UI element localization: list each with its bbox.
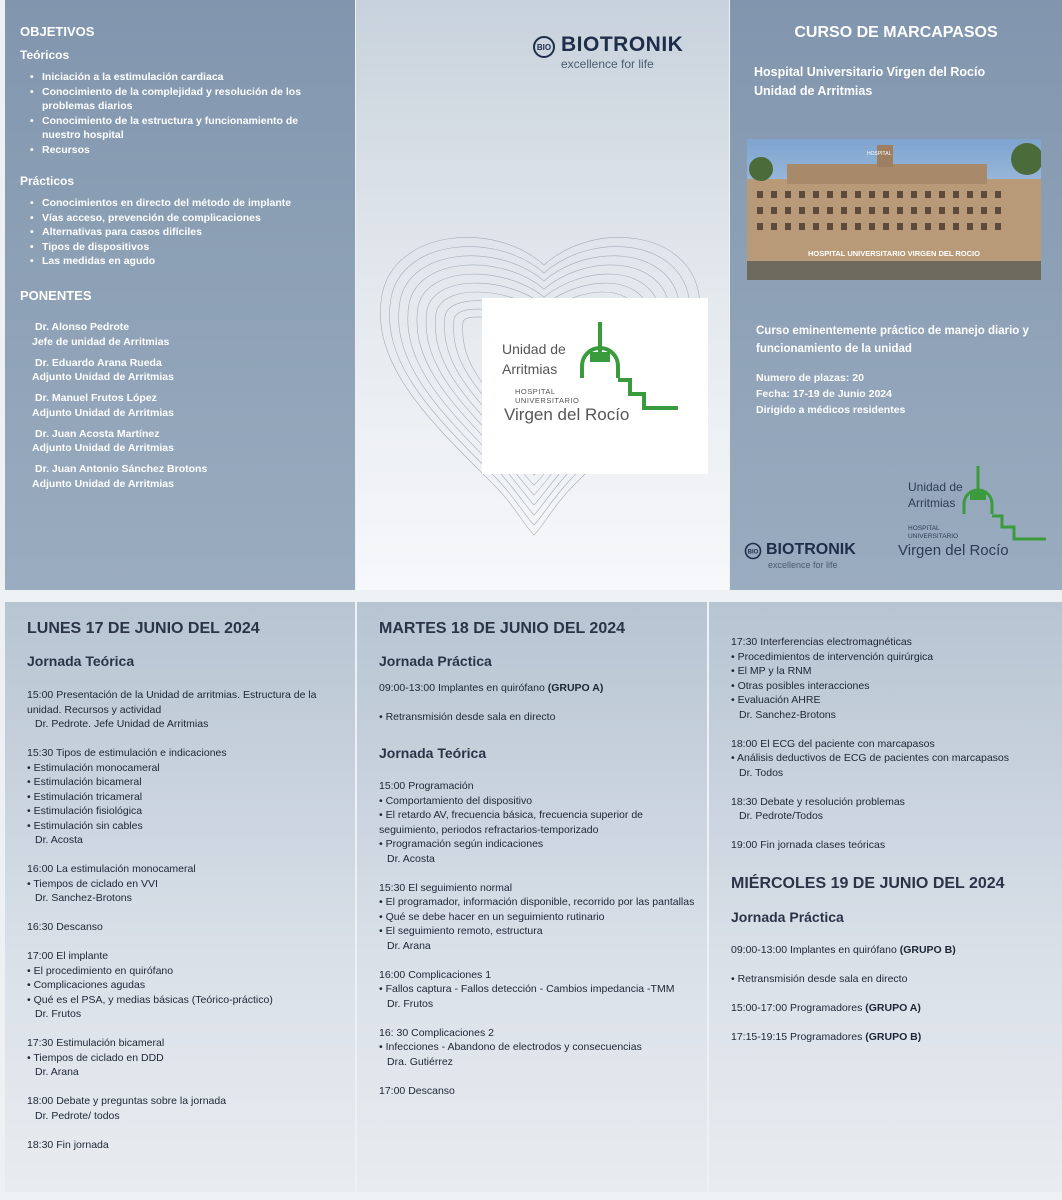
biotronik-badge-icon — [532, 35, 556, 59]
schedule-time-title: 16:30 Descanso — [27, 921, 103, 933]
schedule-item: • Estimulación tricameral — [27, 790, 143, 803]
list-item: • Tipos de dispositivos — [20, 240, 320, 255]
schedule-item: • Infecciones - Abandono de electrodos y consecuencias — [379, 1041, 642, 1053]
lunes-title: LUNES 17 DE JUNIO DEL 2024 — [27, 620, 260, 637]
miercoles-m1 — [731, 943, 1051, 958]
schedule-block — [27, 949, 347, 1022]
schedule-block — [379, 881, 699, 954]
schedule-time-title: 19:00 Fin jornada clases teóricas — [731, 839, 886, 851]
martes-p2: • Retransmisión desde sala en directo — [379, 711, 556, 723]
schedule-item: • Tiempos de ciclado en DDD — [27, 1051, 164, 1064]
schedule-item: • El retardo AV, frecuencia básica, frecuencia superior de seguimiento, periodos refractarios-temporizado — [379, 809, 643, 836]
schedule-time-title: 15:00 Presentación de la Unidad de arritmias. Estructura de la unidad. Recursos y actividad — [27, 689, 317, 716]
list-item: • Conocimiento de la estructura y funcionamiento de nuestro hospital — [20, 114, 320, 143]
schedule-item: • Evaluación AHRE — [731, 694, 821, 706]
ponente — [32, 320, 335, 349]
unidad-logo-universitario: UNIVERSITARIO — [515, 396, 580, 405]
list-item: • Iniciación a la estimulación cardiaca — [20, 70, 320, 85]
schedule-block — [27, 1094, 347, 1123]
miercoles-m4-group: (GRUPO B) — [865, 1031, 922, 1043]
schedule-block — [27, 746, 347, 848]
schedule-item: • Análisis deductivos de ECG de pacientes con marcapasos — [731, 752, 1009, 764]
lunes-program — [27, 688, 347, 1167]
schedule-speaker: Dr. Sanchez-Brotons — [739, 708, 836, 721]
martes-p1-text: 09:00-13:00 Implantes en quirófano — [379, 682, 548, 694]
hospital-photo — [747, 139, 1041, 280]
ponente-role: Adjunto Unidad de Arritmias — [32, 406, 174, 419]
schedule-speaker: Dr. Frutos — [387, 997, 434, 1010]
schedule-item: • El seguimiento remoto, estructura — [379, 925, 543, 937]
list-item: • Recursos — [20, 143, 320, 158]
schedule-time-title: 18:00 El ECG del paciente con marcapasos — [731, 737, 935, 750]
schedule-item: • Complicaciones agudas — [27, 979, 146, 991]
biotronik-tagline: excellence for life — [561, 57, 654, 71]
schedule-speaker: Dr. Pedrote/ todos — [35, 1109, 120, 1122]
schedule-item: • Estimulación bicameral — [27, 776, 142, 788]
miercoles-m2: • Retransmisión desde sala en directo — [731, 973, 908, 985]
teoricos-title: Teóricos — [20, 48, 70, 62]
ponente-role: Jefe de unidad de Arritmias — [32, 335, 170, 348]
miercoles-m4-text: 17:15-19:15 Programadores — [731, 1031, 866, 1043]
schedule-item: • El MP y la RNM — [731, 665, 812, 677]
ponente-role: Adjunto Unidad de Arritmias — [32, 477, 174, 490]
martes-p1 — [379, 681, 699, 696]
schedule-block — [379, 1084, 699, 1099]
schedule-item: • Programación según indicaciones — [379, 838, 544, 850]
schedule-time-title: 17:30 Interferencias electromagnéticas — [731, 636, 912, 648]
schedule-item: • Procedimientos de intervención quirúrgica — [731, 650, 934, 663]
list-item: • Las medidas en agudo — [20, 254, 320, 269]
objetivos-panel — [5, 0, 355, 590]
schedule-item: • Fallos captura - Fallos detección - Cambios impedancia -TMM — [379, 983, 675, 995]
list-item: • Conocimientos en directo del método de implante — [20, 196, 320, 211]
ponente-name: Dr. Juan Antonio Sánchez Brotons — [35, 463, 208, 475]
col3-column — [709, 602, 1062, 1192]
biotronik-badge-text: BIO — [536, 43, 552, 52]
schedule-item: • Estimulación fisiológica — [27, 805, 143, 817]
schedule-speaker: Dr. Arana — [35, 1066, 79, 1078]
miercoles-m3-group: (GRUPO A) — [865, 1002, 921, 1014]
schedule-speaker: Dr. Sanchez-Brotons — [35, 892, 132, 904]
practicos-title: Prácticos — [20, 174, 75, 188]
giralda-icon — [578, 318, 688, 428]
schedule-speaker: Dr. Todos — [739, 766, 784, 779]
martes-jornada-teorica: Jornada Teórica — [379, 745, 487, 761]
schedule-time-title: 18:30 Debate y resolución problemas — [731, 795, 905, 808]
schedule-time-title: 17:00 Descanso — [379, 1084, 455, 1097]
miercoles-m1-text: 09:00-13:00 Implantes en quirófano — [731, 944, 900, 956]
schedule-time-title: 18:30 Fin jornada — [27, 1138, 109, 1151]
cover-unidad: Unidad de Arritmias — [754, 84, 873, 98]
cover-dirigido: Dirigido a médicos residentes — [756, 404, 906, 416]
logo-panel — [356, 0, 729, 590]
col3-program — [731, 635, 1051, 867]
schedule-time-title: 16:00 Complicaciones 1 — [379, 968, 492, 981]
biotronik-small-badge-text: BIO — [747, 549, 759, 556]
ponentes-list — [32, 320, 335, 498]
ponente-role: Adjunto Unidad de Arritmias — [32, 442, 174, 454]
schedule-speaker: Dr. Pedrote. Jefe Unidad de Arritmias — [35, 718, 209, 730]
schedule-block — [379, 779, 699, 866]
lunes-jornada: Jornada Teórica — [27, 653, 135, 669]
schedule-block — [379, 1026, 699, 1070]
miercoles-jornada: Jornada Práctica — [731, 909, 844, 925]
schedule-time-title: 18:00 Debate y preguntas sobre la jornada — [27, 1095, 227, 1107]
miercoles-m1-group: (GRUPO B) — [899, 944, 956, 956]
biotronik-small-badge-icon — [744, 542, 762, 560]
schedule-speaker: Dr. Frutos — [35, 1008, 82, 1020]
martes-program — [379, 779, 699, 1113]
schedule-time-title: 16:00 La estimulación monocameral — [27, 863, 196, 875]
cover-fecha: Fecha: 17-19 de Junio 2024 — [756, 388, 892, 400]
teoricos-list — [20, 70, 320, 157]
lunes-column — [5, 602, 355, 1192]
unidad-logo-small-line1: Unidad de — [908, 480, 963, 494]
martes-p1-group: (GRUPO A) — [547, 682, 604, 694]
unidad-logo-line2: Arritmias — [502, 361, 558, 377]
schedule-block — [27, 862, 347, 906]
miercoles-m4 — [731, 1030, 1051, 1045]
photo-sign: HOSPITAL UNIVERSITARIO VIRGEN DEL ROCIO — [808, 249, 980, 258]
miercoles-m3 — [731, 1001, 1051, 1016]
schedule-speaker: Dr. Arana — [387, 939, 431, 952]
ponente-name: Dr. Juan Acosta Martínez — [35, 427, 160, 440]
schedule-time-title: 15:30 Tipos de estimulación e indicaciones — [27, 747, 227, 759]
practicos-list — [20, 196, 320, 269]
unidad-logo-small-universitario: UNIVERSITARIO — [908, 533, 959, 540]
schedule-speaker: Dr. Acosta — [387, 852, 435, 865]
objetivos-title: OBJETIVOS — [20, 24, 95, 39]
schedule-item: • Otras posibles interacciones — [731, 679, 870, 692]
cover-panel — [730, 0, 1062, 590]
ponente-role: Adjunto Unidad de Arritmias — [32, 371, 174, 383]
schedule-block — [27, 920, 347, 935]
ponente — [32, 356, 335, 385]
ponente-name: Dr. Eduardo Arana Rueda — [35, 356, 162, 369]
schedule-item: • Estimulación monocameral — [27, 761, 160, 774]
martes-title: MARTES 18 DE JUNIO DEL 2024 — [379, 620, 626, 637]
unidad-logo-box — [482, 298, 708, 474]
schedule-block — [731, 737, 1051, 781]
cover-hospital: Hospital Universitario Virgen del Rocío — [754, 65, 986, 79]
martes-column — [357, 602, 707, 1192]
schedule-block — [27, 1138, 347, 1153]
hospital-building-image — [747, 139, 1041, 280]
ponente-name: Dr. Manuel Frutos López — [35, 392, 157, 404]
schedule-time-title: 15:00 Programación — [379, 780, 474, 792]
schedule-speaker: Dra. Gutiérrez — [387, 1055, 453, 1068]
schedule-block — [27, 688, 347, 732]
schedule-time-title: 17:30 Estimulación bicameral — [27, 1037, 165, 1049]
ponentes-title: PONENTES — [20, 288, 92, 303]
ponente — [32, 462, 335, 491]
schedule-item: • Qué es el PSA, y medias básicas (Teórico-práctico) — [27, 993, 273, 1006]
schedule-speaker: Dr. Acosta — [35, 834, 83, 846]
schedule-block — [731, 795, 1051, 824]
martes-jornada-practica: Jornada Práctica — [379, 653, 492, 669]
cover-title: CURSO DE MARCAPASOS — [794, 24, 998, 41]
list-item: • Vías acceso, prevención de complicaciones — [20, 211, 320, 226]
unidad-logo-line1: Unidad de — [502, 341, 566, 357]
unidad-logo-small — [898, 470, 1058, 570]
list-item: • Alternativas para casos difíciles — [20, 225, 320, 240]
cover-plazas: Numero de plazas: 20 — [756, 372, 864, 384]
schedule-block — [731, 838, 1051, 853]
unidad-logo-hospital: HOSPITAL — [515, 387, 556, 396]
schedule-item: • Estimulación sin cables — [27, 819, 143, 832]
biotronik-small-name: BIOTRONIK — [766, 541, 856, 558]
giralda-small-icon — [960, 464, 1050, 554]
schedule-item: • El programador, información disponible, recorrido por las pantallas — [379, 896, 695, 908]
biotronik-small-tagline: excellence for life — [768, 560, 838, 570]
list-item: • Conocimiento de la complejidad y resolución de los problemas diarios — [20, 85, 320, 114]
ponente — [32, 427, 335, 456]
schedule-time-title: 16: 30 Complicaciones 2 — [379, 1026, 494, 1039]
cover-desc: Curso eminentemente práctico de manejo diario y funcionamiento de la unidad — [756, 325, 1029, 355]
schedule-block — [27, 1036, 347, 1080]
unidad-logo-small-virgen: Virgen del Rocío — [898, 542, 1009, 559]
schedule-speaker: Dr. Pedrote/Todos — [739, 810, 824, 822]
unidad-logo-small-line2: Arritmias — [908, 496, 956, 510]
miercoles-title: MIÉRCOLES 19 DE JUNIO DEL 2024 — [731, 875, 1005, 892]
ponente — [32, 391, 335, 420]
schedule-time-title: 17:00 El implante — [27, 950, 109, 962]
schedule-item: • El procedimiento en quirófano — [27, 964, 174, 977]
schedule-item: • Qué se debe hacer en un seguimiento rutinario — [379, 910, 605, 923]
schedule-item: • Tiempos de ciclado en VVI — [27, 877, 158, 890]
unidad-logo-virgen: Virgen del Rocío — [504, 405, 630, 424]
schedule-block — [379, 968, 699, 1012]
schedule-time-title: 15:30 El seguimiento normal — [379, 881, 513, 894]
ponente-name: Dr. Alonso Pedrote — [35, 321, 130, 333]
schedule-item: • Comportamiento del dispositivo — [379, 794, 533, 807]
miercoles-m3-text: 15:00-17:00 Programadores — [731, 1002, 866, 1014]
photo-small-sign: HOSPITAL — [867, 151, 892, 157]
unidad-logo-small-hospital: HOSPITAL — [908, 525, 940, 532]
schedule-block — [731, 635, 1051, 722]
biotronik-name: BIOTRONIK — [561, 33, 684, 56]
